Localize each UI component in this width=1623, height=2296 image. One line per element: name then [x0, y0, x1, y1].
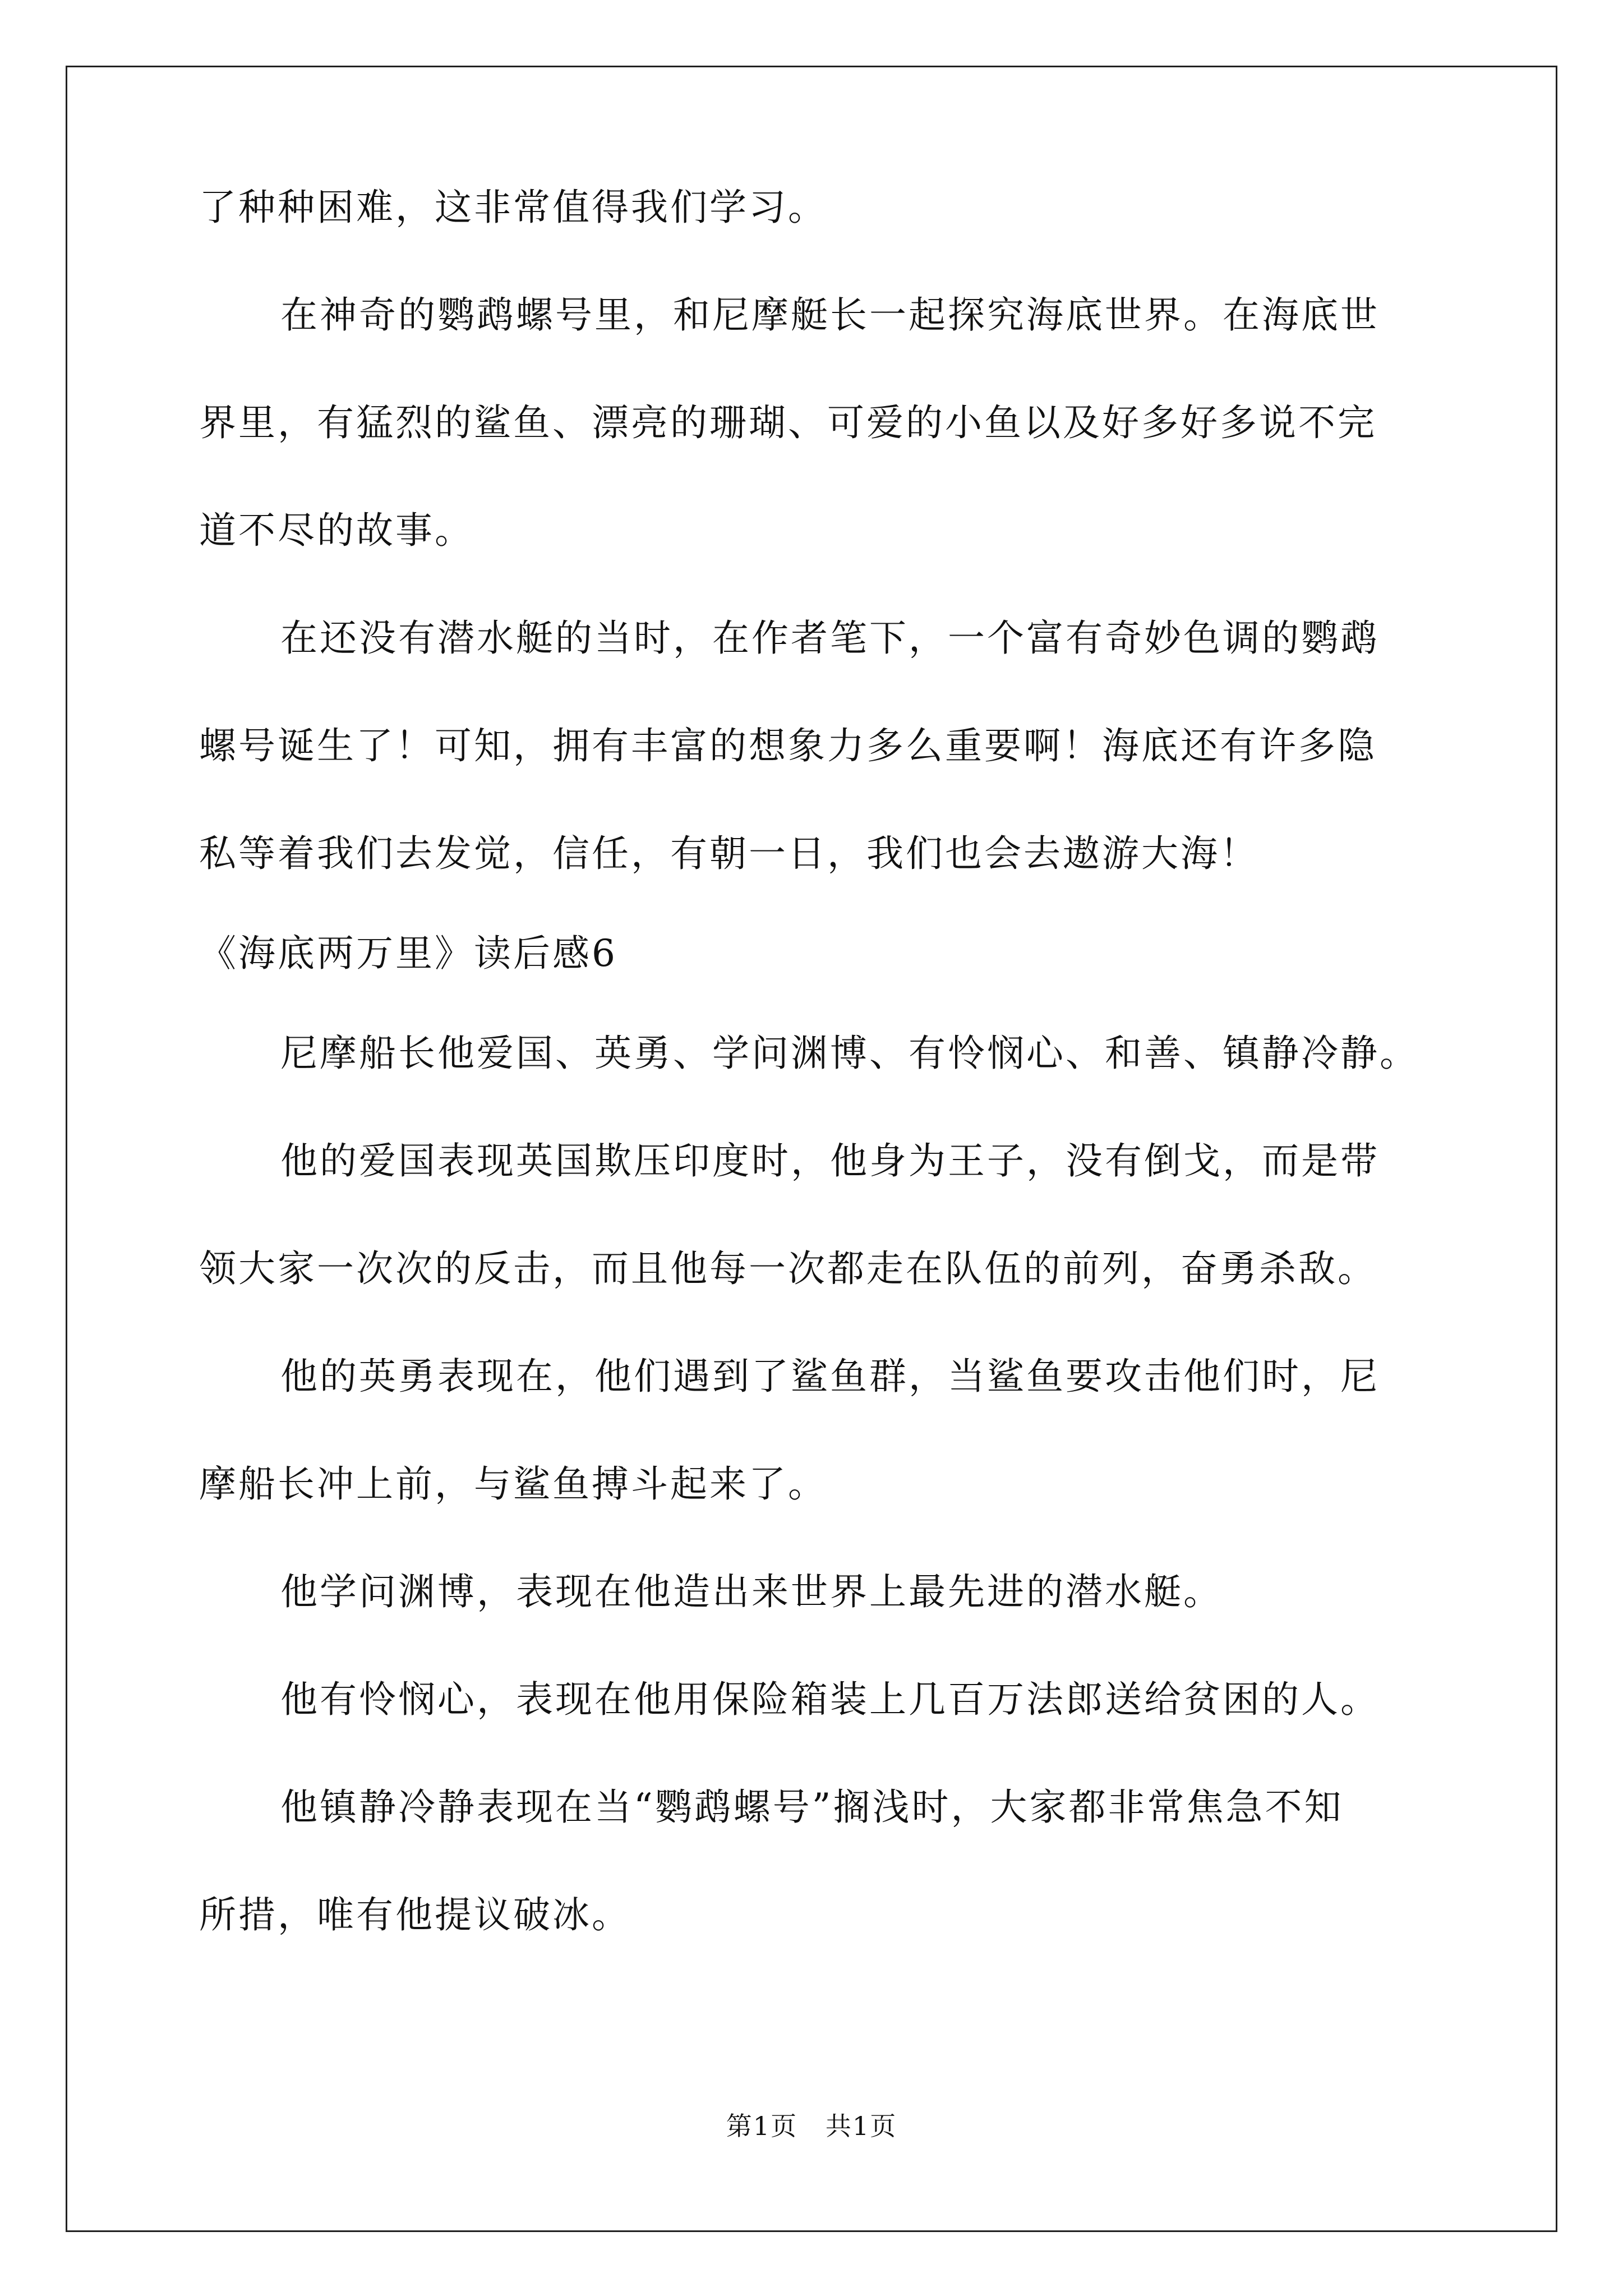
text-line: 尼摩船长他爱国、英勇、学问渊博、有怜悯心、和善、镇静冷静。 — [280, 1032, 1419, 1075]
text-line: 私等着我们去发觉，信任，有朝一日，我们也会去遨游大海！ — [199, 832, 1259, 875]
section-heading: 《海底两万里》读后感6 — [199, 932, 617, 975]
text-line: 他学问渊博，表现在他造出来世界上最先进的潜水艇。 — [280, 1570, 1223, 1613]
text-line: 螺号诞生了！可知，拥有丰富的想象力多么重要啊！海底还有许多隐 — [199, 724, 1377, 767]
page-number-footer: 第1页 共1页 — [726, 2111, 897, 2141]
text-line: 他镇静冷静表现在当“鹦鹉螺号”搁浅时，大家都非常焦急不知 — [280, 1786, 1344, 1829]
text-line: 他有怜悯心，表现在他用保险箱装上几百万法郎送给贫困的人。 — [280, 1678, 1380, 1721]
text-line: 在神奇的鹦鹉螺号里，和尼摩艇长一起探究海底世界。在海底世 — [280, 293, 1380, 337]
text-line: 界里，有猛烈的鲨鱼、漂亮的珊瑚、可爱的小鱼以及好多好多说不完 — [199, 401, 1377, 444]
text-line: 在还没有潜水艇的当时，在作者笔下，一个富有奇妙色调的鹦鹉 — [280, 616, 1380, 660]
text-line: 道不尽的故事。 — [199, 509, 474, 552]
text-line: 了种种困难，这非常值得我们学习。 — [199, 186, 827, 229]
text-line: 他的爱国表现英国欺压印度时，他身为王子，没有倒戈，而是带 — [280, 1139, 1380, 1182]
text-line: 摩船长冲上前，与鲨鱼搏斗起来了。 — [199, 1462, 827, 1506]
text-line: 所措，唯有他提议破冰。 — [199, 1893, 631, 1936]
text-line: 他的英勇表现在，他们遇到了鲨鱼群，当鲨鱼要攻击他们时，尼 — [280, 1355, 1380, 1398]
text-line: 领大家一次次的反击，而且他每一次都走在队伍的前列，奋勇杀敌。 — [199, 1247, 1377, 1290]
